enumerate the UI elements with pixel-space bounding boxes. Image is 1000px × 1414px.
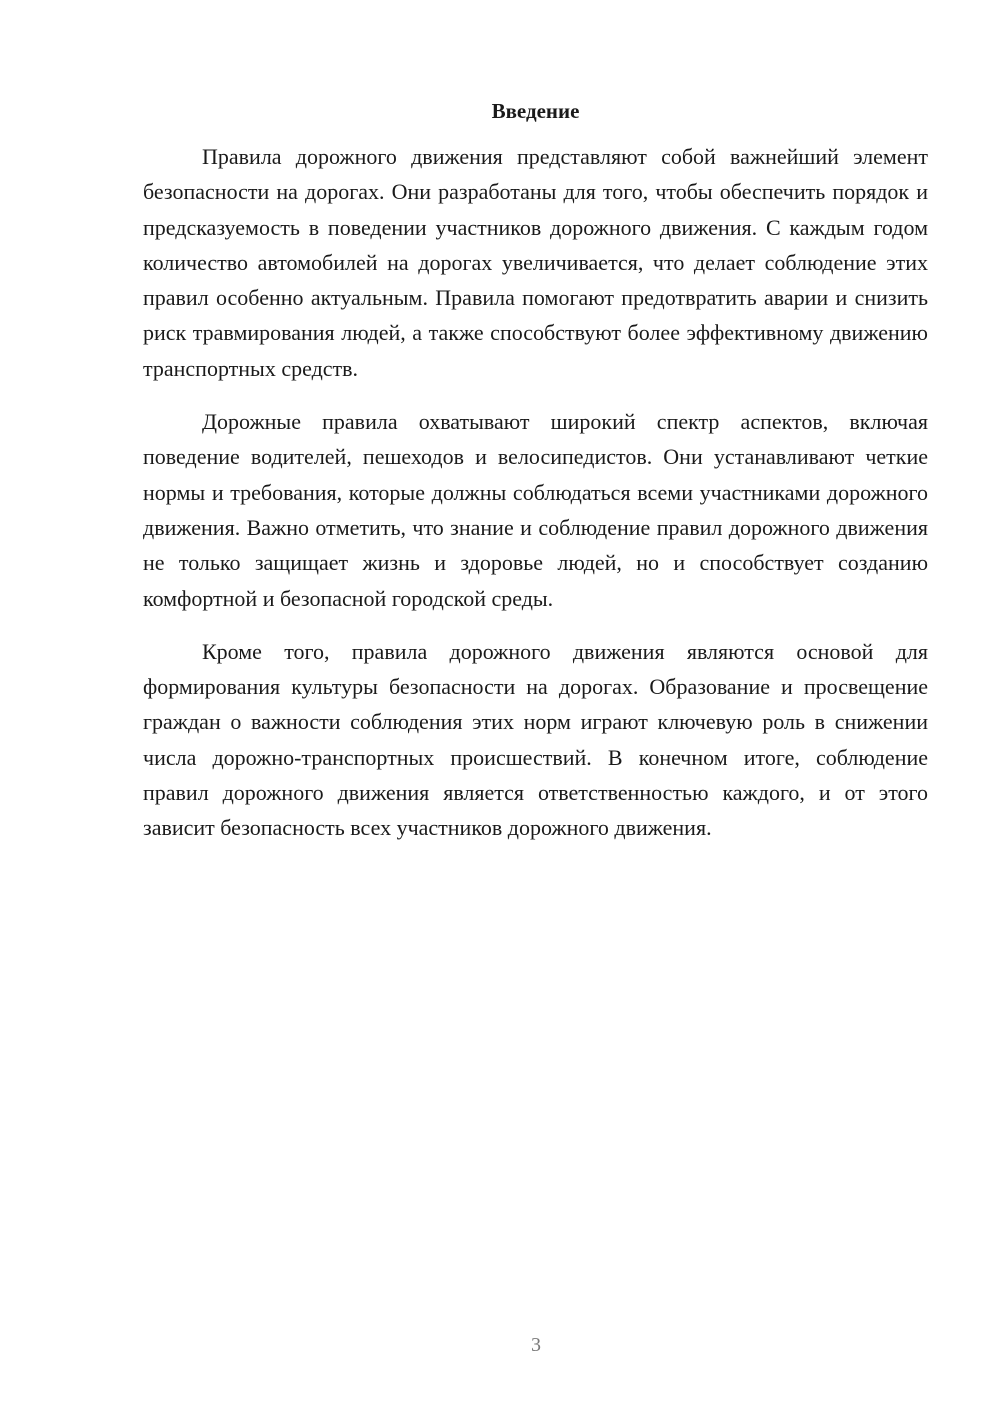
paragraph-1: Правила дорожного движения представляют собой важнейший элемент безопасности на дорогах. Они разработаны для того, чтобы обеспечить порядок и предсказуемость в поведении участников дорожного движения. С каждым годом количество автомобилей на дорогах увеличивается, что делает соблюдение этих правил особенно актуальным. Правила помогают предотвратить аварии и снизить риск травмирования людей, а также способствуют более эффективному движению транспортных средств. — [143, 144, 928, 381]
paragraph-2: Дорожные правила охватывают широкий спектр аспектов, включая поведение водителей, пешеходов и велосипедистов. Они устанавливают четкие нормы и требования, которые должны соблюдаться всеми участниками дорожного движения. Важно отметить, что знание и соблюдение правил дорожного движения не только защищает жизнь и здоровье людей, но и способствует созданию комфортной и безопасной городской среды. — [143, 409, 928, 611]
section-title: Введение — [491, 99, 580, 123]
document-body — [143, 96, 928, 864]
page-number: 3 — [531, 1334, 541, 1356]
paragraph-3: Кроме того, правила дорожного движения являются основой для формирования культуры безопасности на дорогах. Образование и просвещение граждан о важности соблюдения этих норм играют ключевую роль в снижении числа дорожно-транспортных происшествий. В конечном итоге, соблюдение правил дорожного движения является ответственностью каждого, и от этого зависит безопасность всех участников дорожного движения. — [143, 638, 928, 841]
